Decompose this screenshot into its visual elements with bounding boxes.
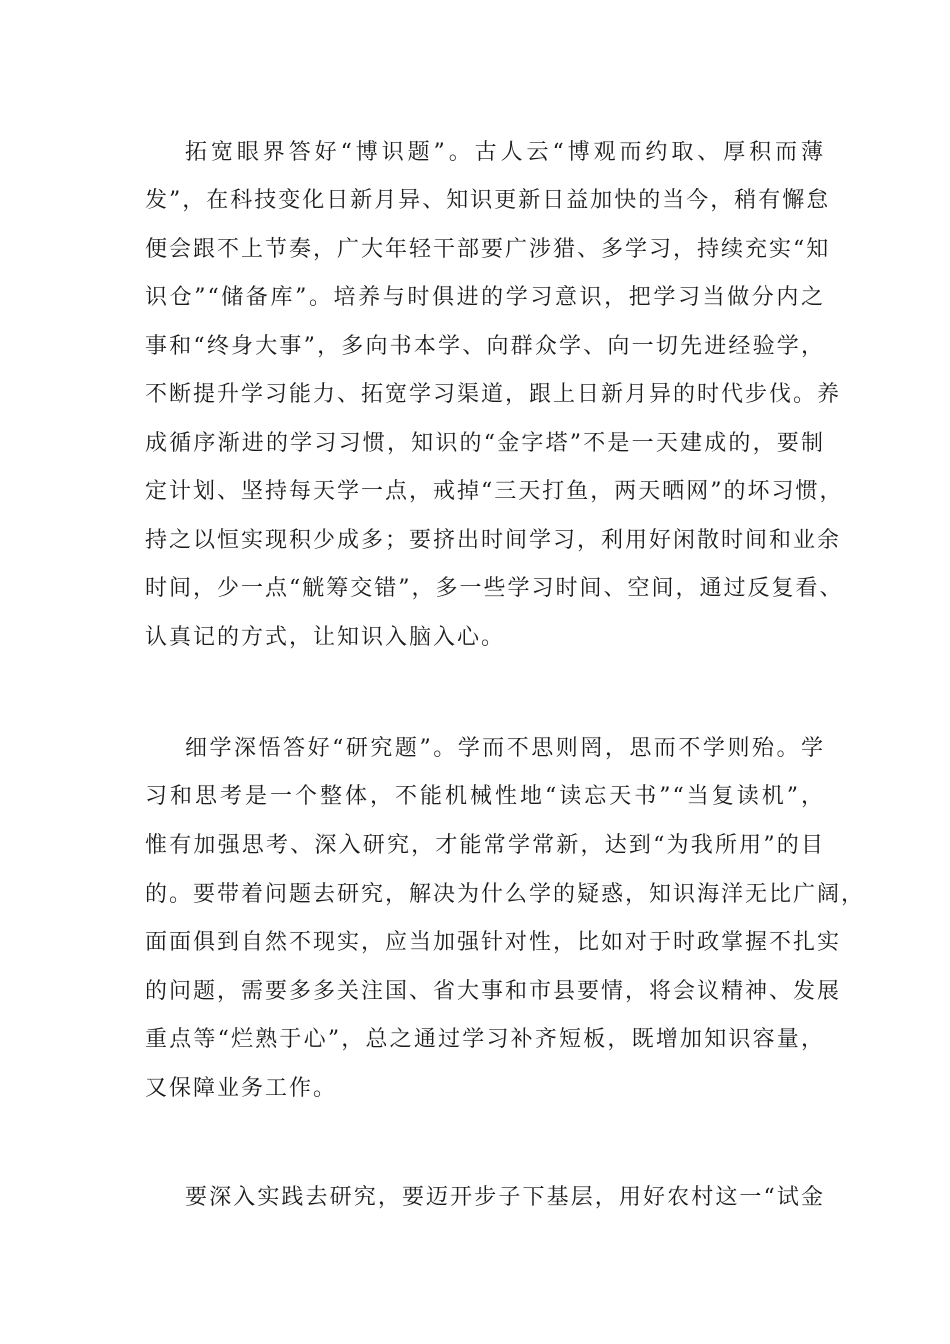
text-line: 习和思考是一个整体，不能机械性地“读忘天书”“当复读机”，	[145, 784, 825, 809]
text-line: 识仓”“储备库”。培养与时俱进的学习意识，把学习当做分内之	[145, 285, 825, 310]
text-line: 的。要带着问题去研究，解决为什么学的疑惑，知识海洋无比广阔，	[145, 882, 866, 907]
text-line: 发”，在科技变化日新月异、知识更新日益加快的当今，稍有懈怠	[145, 188, 831, 213]
text-line: 重点等“烂熟于心”，总之通过学习补齐短板，既增加知识容量，	[145, 1027, 825, 1052]
text-line: 面面俱到自然不现实，应当加强针对性，比如对于时政掌握不扎实	[145, 930, 842, 955]
text-line: 拓宽眼界答好“博识题”。古人云“博观而约取、厚积而薄	[185, 140, 825, 165]
text-line: 成循序渐进的学习习惯，知识的“金字塔”不是一天建成的，要制	[145, 431, 825, 456]
text-line: 持之以恒实现积少成多；要挤出时间学习，利用好闲散时间和业余	[145, 528, 842, 553]
text-line: 便会跟不上节奏，广大年轻干部要广涉猎、多学习，持续充实“知	[145, 237, 831, 262]
text-line: 定计划、坚持每天学一点，戒掉“三天打鱼，两天晒网”的坏习惯，	[145, 479, 844, 504]
text-line: 又保障业务工作。	[145, 1076, 338, 1101]
text-line: 时间，少一点“觥筹交错”，多一些学习时间、空间，通过反复看、	[145, 576, 844, 601]
text-line: 认真记的方式，让知识入脑入心。	[145, 625, 506, 650]
text-line: 细学深悟答好“研究题”。学而不思则罔，思而不学则殆。学	[185, 736, 825, 761]
text-line: 要深入实践去研究，要迈开步子下基层，用好农村这一“试金	[185, 1185, 825, 1210]
text-line: 不断提升学习能力、拓宽学习渠道，跟上日新月异的时代步伐。养	[145, 382, 842, 407]
text-line: 事和“终身大事”，多向书本学、向群众学、向一切先进经验学，	[145, 334, 825, 359]
text-line: 惟有加强思考、深入研究，才能常学常新，达到“为我所用”的目	[145, 833, 825, 858]
text-line: 的问题，需要多多关注国、省大事和市县要情，将会议精神、发展	[145, 979, 842, 1004]
